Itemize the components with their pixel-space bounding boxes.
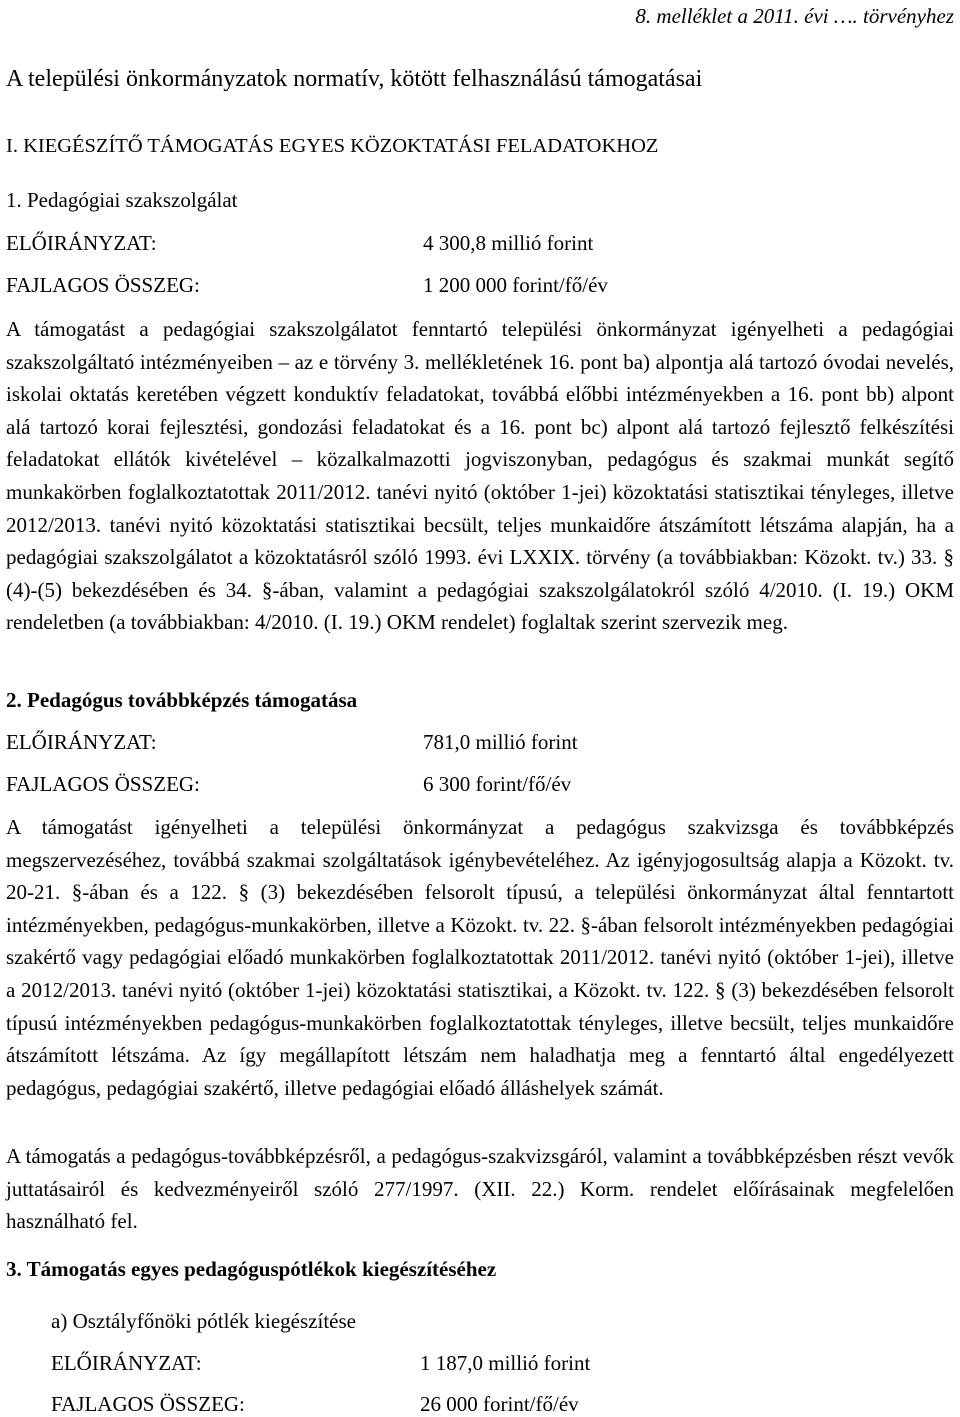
annex-reference: 8. melléklet a 2011. évi …. törvényhez [635, 4, 954, 28]
item-3a-heading: a) Osztályfőnöki pótlék kiegészítése [51, 1309, 356, 1333]
item-1-paragraph: A támogatást a pedagógiai szakszolgálatot fenntartó települési önkormányzat igényelheti a pedagógiai szakszolgáltató intézményeiben – az e törvény 3. mellékletének 16. pont ba) alpontja alá tartozó óvodai nevelés, iskolai oktatás keretében végzett konduktív feladatokat, továbbá előbbi intézményekben a 16. pont bb) alpont alá tartozó korai fejlesztési, gondozási feladatokat és a 16. pont bc) alpont alá tartozó fejlesztő felkészítési feladatokat ellátók kivételével – közalkalmazotti jogviszonyban, pedagógus és szakmai munkát segítő munkakörben foglalkoztatottak 2011/2012. tanévi nyitó (október 1-jei) közoktatási statisztikai tényleges, illetve 2012/2013. tanévi nyitó közoktatási statisztikai becsült, teljes munkaidőre átszámított létszáma alapján, ha a pedagógiai szakszolgálatot a közoktatásról szóló 1993. évi LXXIX. törvény (a továbbiakban: Közokt. tv.) 33. § (4)-(5) bekezdésében és 34. §-ában, valamint a pedagógiai szakszolgálatokról szóló 4/2010. (I. 19.) OKM rendeletben (a továbbiakban: 4/2010. (I. 19.) OKM rendelet) foglaltak szerint szervezik meg. [6, 317, 954, 635]
document-title: A települési önkormányzatok normatív, kötött felhasználású támogatásai [6, 66, 703, 92]
item-2-heading: 2. Pedagógus továbbképzés támogatása [6, 688, 358, 712]
item-3-heading: 3. Támogatás egyes pedagóguspótlékok kiegészítéséhez [6, 1257, 497, 1281]
section-heading: I. KIEGÉSZÍTŐ TÁMOGATÁS EGYES KÖZOKTATÁSI FELADATOKHOZ [6, 135, 659, 157]
item-1-heading: 1. Pedagógiai szakszolgálat [6, 188, 238, 212]
item-2-appropriation-label: ELŐIRÁNYZAT: [6, 730, 157, 754]
item-1-unit-amount-label: FAJLAGOS ÖSSZEG: [6, 273, 200, 297]
item-2-appropriation-value: 781,0 millió forint [423, 730, 578, 754]
item-1-appropriation-label: ELŐIRÁNYZAT: [6, 231, 157, 255]
item-1-unit-amount-value: 1 200 000 forint/fő/év [423, 273, 608, 297]
item-3a-unit-amount-value: 26 000 forint/fő/év [420, 1392, 579, 1416]
item-2-paragraph-1: A támogatást igényelheti a települési önkormányzat a pedagógus szakvizsga és továbbképzés megszervezéséhez, továbbá szakmai szolgáltatások igénybevételéhez. Az igényjogosultság alapja a Közokt. tv. 20-21. §-ában és a 122. § (3) bekezdésében felsorolt típusú, a települési önkormányzat által fenntartott intézményekben, pedagógus-munkakörben, illetve a Közokt. tv. 22. §-ában felsorolt intézményekben pedagógiai szakértő vagy pedagógiai előadó munkakörben foglalkoztatottak 2011/2012. tanévi nyitó (október 1-jei), illetve a 2012/2013. tanévi nyitó (október 1-jei) közoktatási statisztikai, a Közokt. tv. 122. § (3) bekezdésében felsorolt típusú intézményekben pedagógus-munkakörben foglalkoztatottak tényleges, illetve becsült, teljes munkaidőre átszámított létszáma. Az így megállapított létszám nem haladhatja meg a fenntartó által engedélyezett pedagógus, pedagógiai szakértő, illetve pedagógiai előadó álláshelyek számát. [6, 815, 954, 1100]
item-2-unit-amount-value: 6 300 forint/fő/év [423, 772, 572, 796]
item-3a-unit-amount-label: FAJLAGOS ÖSSZEG: [51, 1392, 245, 1416]
item-2-paragraph-2: A támogatás a pedagógus-továbbképzésről, a pedagógus-szakvizsgáról, valamint a továbbképzésben részt vevők juttatásairól és kedvezményeiről szóló 277/1997. (XII. 22.) Korm. rendelet előírásainak megfelelően használható fel. [6, 1144, 954, 1234]
item-3a-appropriation-label: ELŐIRÁNYZAT: [51, 1351, 202, 1375]
item-3a-appropriation-value: 1 187,0 millió forint [420, 1351, 591, 1375]
item-1-appropriation-value: 4 300,8 millió forint [423, 231, 594, 255]
item-2-unit-amount-label: FAJLAGOS ÖSSZEG: [6, 772, 200, 796]
